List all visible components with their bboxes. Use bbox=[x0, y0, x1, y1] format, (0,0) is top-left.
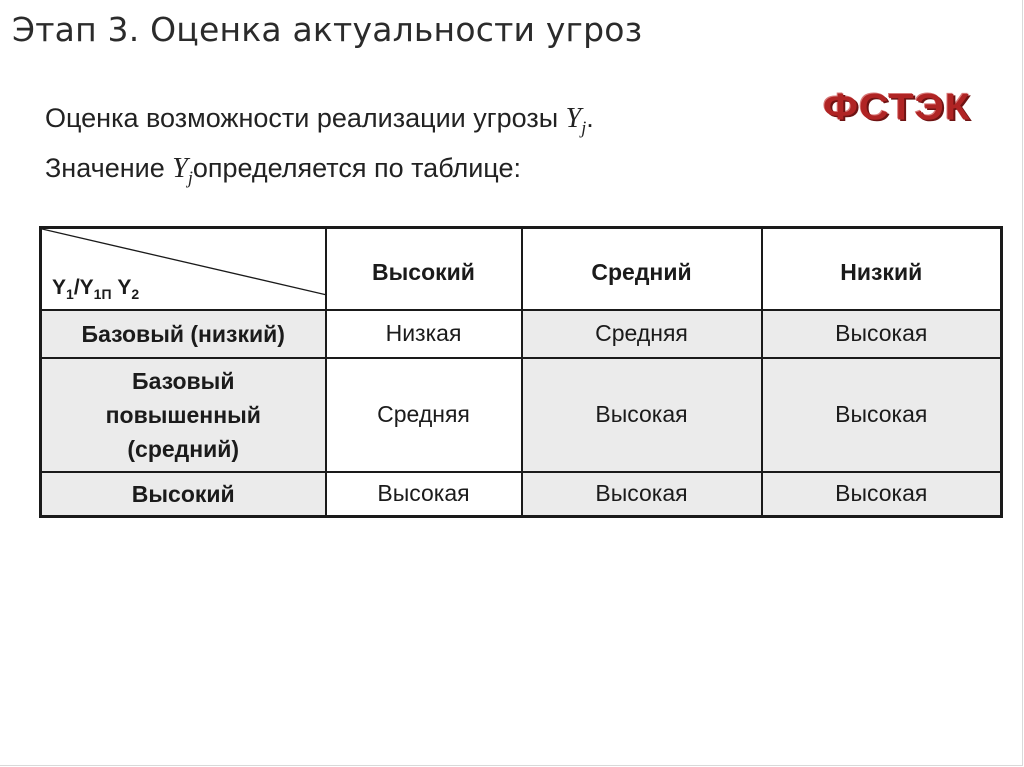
table-cell: Высокая bbox=[762, 472, 1002, 517]
fstek-logo: ФСТЭК bbox=[823, 86, 971, 128]
y1-subscript: 1 bbox=[66, 286, 74, 303]
row-label-line: (средний) bbox=[127, 435, 240, 462]
table-cell: Средняя bbox=[326, 358, 522, 472]
table-corner-cell bbox=[41, 228, 326, 310]
y1p-subscript: 1П bbox=[93, 286, 112, 303]
table-header-row bbox=[41, 228, 1002, 310]
variable-subscript: j bbox=[581, 117, 587, 138]
intro-line-2 bbox=[45, 153, 521, 189]
row-label: Базовый (низкий) bbox=[41, 310, 326, 358]
intro-line-2-start: Значение bbox=[45, 153, 173, 183]
table-cell: Высокая bbox=[326, 472, 522, 517]
table-cell: Высокая bbox=[762, 358, 1002, 472]
y2-subscript: 2 bbox=[131, 286, 140, 303]
table-cell: Высокая bbox=[762, 310, 1002, 358]
intro-line-1-end: . bbox=[586, 103, 594, 133]
variable-subscript: j bbox=[187, 167, 193, 188]
column-header bbox=[326, 228, 522, 310]
y1-symbol: Y bbox=[52, 276, 67, 300]
column-header-label: Высокий bbox=[372, 259, 475, 285]
column-header-label: Средний bbox=[591, 259, 692, 285]
row-label bbox=[41, 358, 326, 472]
table-row bbox=[41, 310, 1002, 358]
variable-yj bbox=[565, 103, 587, 138]
table-row bbox=[41, 472, 1002, 517]
table-row bbox=[41, 358, 1002, 472]
threat-table bbox=[39, 226, 1003, 518]
column-header bbox=[522, 228, 762, 310]
column-header bbox=[762, 228, 1002, 310]
row-label: Высокий bbox=[41, 472, 326, 517]
variable-symbol: Y bbox=[565, 103, 582, 134]
y2-symbol: Y bbox=[111, 276, 132, 300]
y1p-symbol: /Y bbox=[73, 276, 94, 300]
table-cell: Высокая bbox=[522, 358, 762, 472]
slide-title: Этап 3. Оценка актуальности угроз bbox=[12, 10, 643, 49]
table-cell: Низкая bbox=[326, 310, 522, 358]
variable-yj bbox=[172, 153, 193, 188]
corner-label bbox=[52, 276, 139, 302]
intro-line-2-end: определяется по таблице: bbox=[192, 153, 521, 183]
column-header-label: Низкий bbox=[840, 259, 923, 285]
variable-symbol: Y bbox=[172, 153, 188, 184]
intro-line-1-text: Оценка возможности реализации угрозы bbox=[45, 103, 566, 133]
table-cell: Высокая bbox=[522, 472, 762, 517]
row-label-line: повышенный bbox=[105, 401, 261, 428]
row-label-line: Базовый bbox=[132, 367, 235, 394]
intro-line-1 bbox=[45, 103, 594, 139]
table-cell: Средняя bbox=[522, 310, 762, 358]
